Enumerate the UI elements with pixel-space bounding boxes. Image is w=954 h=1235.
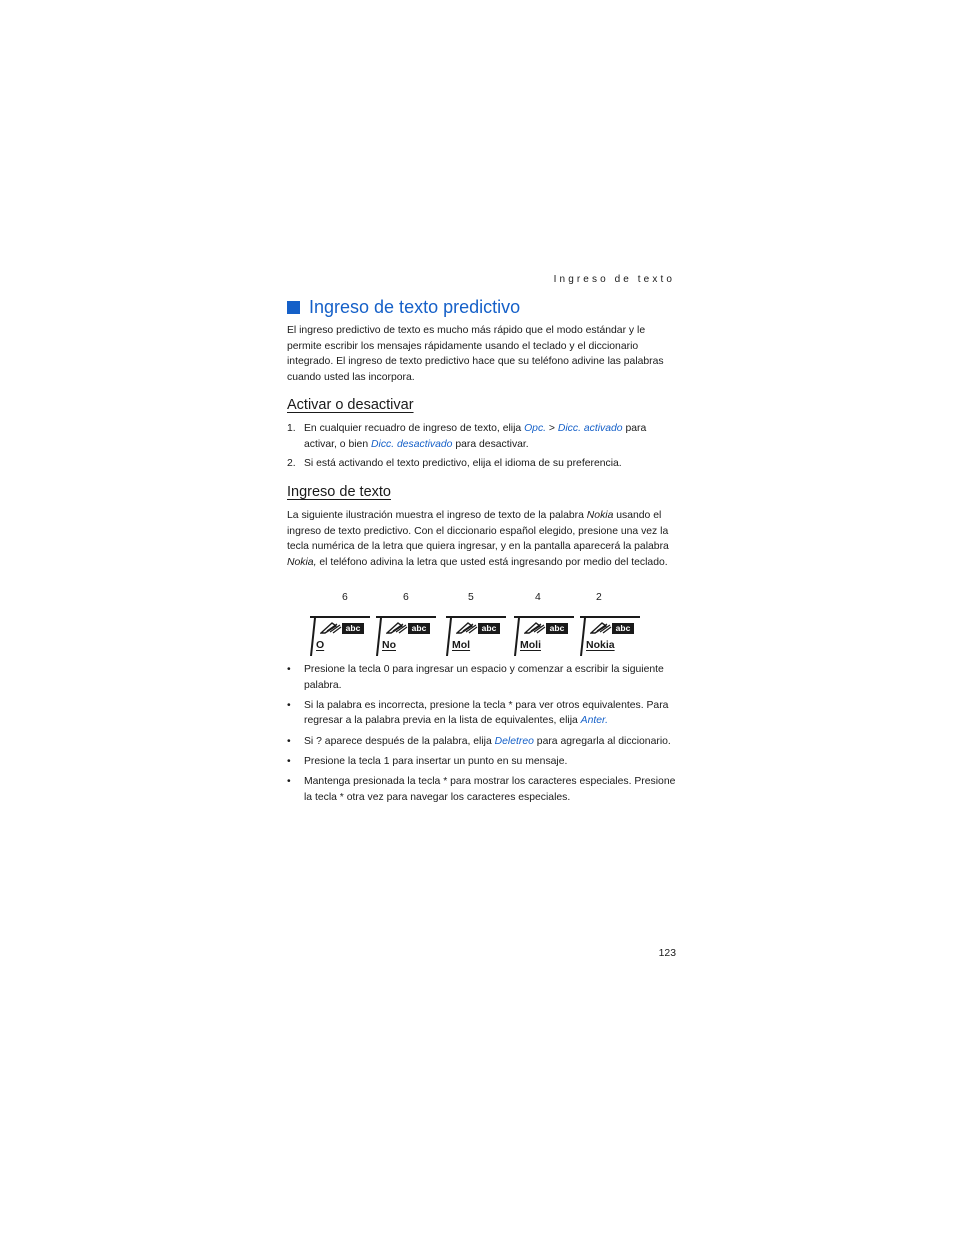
step-1 — [287, 421, 677, 452]
bullet: • — [287, 755, 291, 767]
running-head: Ingreso de texto — [553, 274, 675, 285]
screen-word: Nokia — [586, 639, 615, 651]
entry-emphasis: Nokia — [586, 510, 614, 521]
tip-item — [287, 698, 677, 729]
abc-mode-indicator: abc — [408, 623, 430, 634]
section-title — [287, 297, 687, 318]
screen-word: Moli — [520, 639, 541, 651]
bullet: • — [287, 735, 291, 747]
phone-screen — [512, 614, 574, 656]
tip-item — [287, 662, 677, 693]
step-text: Si está activando el texto predictivo, elija el idioma de su preferencia. — [304, 458, 622, 470]
bullet: • — [287, 699, 291, 711]
pen-icon — [320, 622, 342, 634]
tip-text: Presione la tecla 1 para insertar un punto en su mensaje. — [304, 755, 568, 767]
key-label: 6 — [403, 592, 409, 603]
screen-word: No — [382, 639, 396, 651]
phone-screen — [308, 614, 370, 656]
phone-screen — [374, 614, 436, 656]
pen-icon — [524, 622, 546, 634]
key-label: 6 — [342, 592, 348, 603]
abc-mode-indicator: abc — [546, 623, 568, 634]
entry-text: La siguiente ilustración muestra el ingreso de texto de la palabra — [287, 510, 587, 521]
phone-screen — [444, 614, 506, 656]
step-2 — [287, 456, 677, 472]
tip-item — [287, 774, 677, 805]
tip-text: Mantenga presionada la tecla * para mostrar los caracteres especiales. Presione la tecla * otra vez para navegar los caracteres especiales. — [304, 775, 676, 803]
tip-text: Si ? aparece después de la palabra, elija — [304, 735, 495, 747]
entry-text-post: el teléfono adivina la letra que usted está ingresando por medio del teclado. — [316, 556, 668, 568]
dicc-activado-link[interactable]: Dicc. activado — [557, 423, 623, 434]
bullet: • — [287, 664, 291, 675]
opc-link[interactable]: Opc. — [524, 423, 547, 434]
screen-word: O — [316, 639, 325, 651]
entry-text-mid: usando el ingreso de texto predictivo. Con el diccionario español elegido, presione una vez la tecla numérica de la letra que quiera ingresar, y en la pantalla aparecerá la palabra — [287, 510, 669, 553]
activate-steps — [287, 421, 677, 472]
bullet: • — [287, 775, 291, 787]
key-label: 5 — [468, 592, 474, 603]
tip-item — [287, 734, 677, 750]
abc-mode-indicator: abc — [342, 623, 364, 634]
deletreo-link[interactable]: Deletreo — [494, 735, 534, 747]
anter-link[interactable]: Anter. — [580, 715, 609, 727]
step-number: 2. — [287, 458, 296, 470]
section-title-text: Ingreso de texto predictivo — [309, 297, 521, 317]
key-sequence — [0, 592, 954, 606]
activate-heading: Activar o desactivar — [287, 397, 414, 413]
abc-mode-indicator: abc — [612, 623, 634, 634]
tip-item — [287, 754, 677, 770]
page-number: 123 — [658, 948, 676, 959]
tips-list — [287, 662, 677, 805]
step-sep: > — [546, 423, 558, 434]
entry-heading: Ingreso de texto — [287, 484, 391, 500]
phone-screens — [0, 614, 954, 658]
pen-icon — [456, 622, 478, 634]
tip-text: Si la palabra es incorrecta, presione la tecla * para ver otros equivalentes. Para regresar a la palabra previa en la lista de equivalentes, elija — [304, 699, 669, 727]
screen-word: Mol — [452, 639, 471, 651]
step-text: En cualquier recuadro de ingreso de texto, elija — [304, 423, 525, 434]
tip-text-post: para agregarla al diccionario. — [533, 735, 671, 747]
tip-text: Presione la tecla 0 para ingresar un espacio y comenzar a escribir la siguiente palabra. — [304, 664, 664, 691]
step-number: 1. — [287, 423, 296, 434]
step-text-post: para desactivar. — [452, 438, 529, 450]
pen-icon — [386, 622, 408, 634]
phone-screen — [578, 614, 640, 656]
entry-paragraph — [287, 508, 677, 570]
intro-paragraph: El ingreso predictivo de texto es mucho más rápido que el modo estándar y le permite escribir los mensajes rápidamente usando el teclado y el diccionario integrado. El ingreso de texto predictivo hace que su teléfono adivine las palabras cuando usted las incorpora. — [287, 325, 664, 383]
key-label: 2 — [596, 592, 602, 603]
section-square-icon — [287, 301, 300, 314]
pen-icon — [590, 622, 612, 634]
dicc-desactivado-link[interactable]: Dicc. desactivado — [371, 438, 453, 450]
key-label: 4 — [535, 592, 541, 603]
abc-mode-indicator: abc — [478, 623, 500, 634]
entry-emphasis: Nokia, — [287, 556, 317, 568]
step-text-mid: para activar, o bien — [304, 423, 647, 450]
